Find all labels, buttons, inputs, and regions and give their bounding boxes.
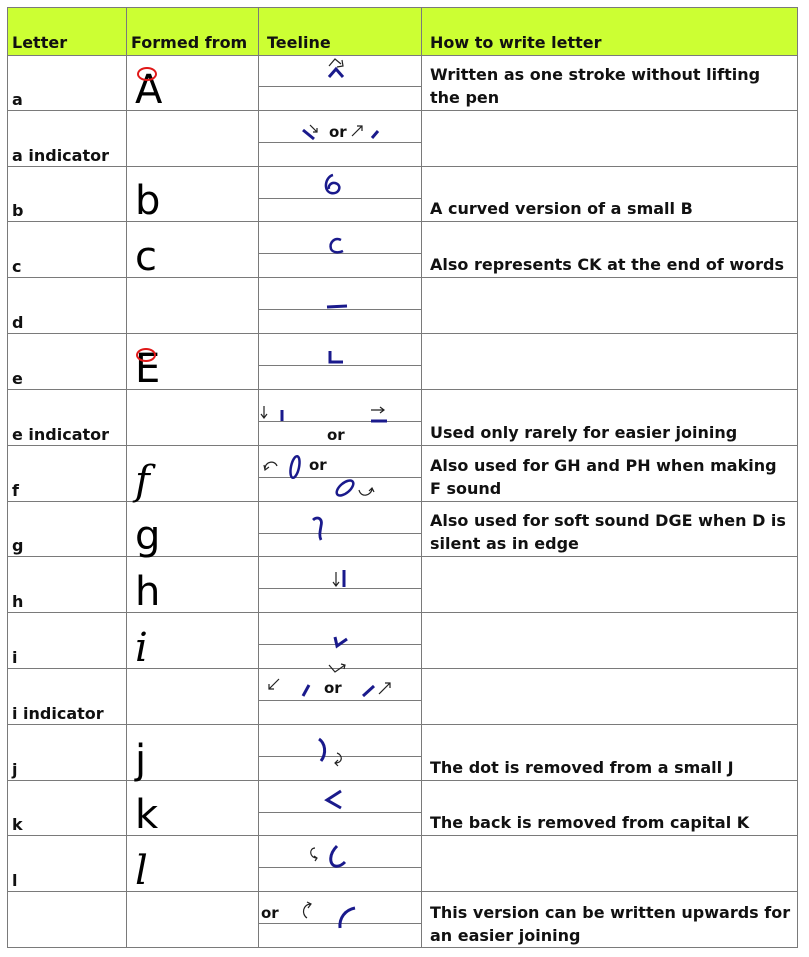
teeline-cell xyxy=(259,725,422,780)
letter-cell xyxy=(8,446,127,501)
teeline-cell xyxy=(259,334,422,389)
teeline-diagonal-down-or-diagonal-up-icon xyxy=(259,111,422,166)
how-to-write-cell xyxy=(422,892,797,948)
letter-label: k xyxy=(12,815,23,835)
letter-label: d xyxy=(12,313,24,333)
letter-cell xyxy=(8,222,127,277)
teeline-less-than-angle-icon xyxy=(259,781,422,836)
letter-label: l xyxy=(12,871,18,891)
letter-label: h xyxy=(12,592,24,612)
formed-from-glyph: b xyxy=(135,178,161,225)
teeline-cell xyxy=(259,222,422,277)
formed-from-cell xyxy=(127,55,259,113)
teeline-cell xyxy=(259,557,422,612)
teeline-curved-l-icon xyxy=(259,836,422,891)
teeline-right-paren-curve-icon xyxy=(259,725,422,780)
how-to-write-cell xyxy=(422,446,797,501)
how-to-write-cell xyxy=(422,669,797,724)
column-divider xyxy=(126,8,127,947)
svg-text:or: or xyxy=(329,122,347,141)
formed-from-cell xyxy=(127,167,259,225)
letter-cell xyxy=(8,111,127,166)
letter-label: f xyxy=(12,480,19,500)
letter-cell xyxy=(8,613,127,668)
how-to-write-cell xyxy=(422,836,797,891)
how-to-write-cell xyxy=(422,725,797,780)
how-to-write-text: The back is removed from capital K xyxy=(430,813,750,833)
teeline-l-corner-icon xyxy=(259,334,422,389)
letter-label: b xyxy=(12,201,24,221)
how-to-write-text: Also used for soft sound DGE when D is silent as in edge xyxy=(430,511,786,554)
teeline-cell xyxy=(259,167,422,222)
letter-cell xyxy=(8,557,127,612)
teeline-v-check-icon xyxy=(259,613,422,668)
teeline-vertical-stroke-down-icon xyxy=(259,557,422,612)
how-to-write-text: This version can be written upwards for an easier joining xyxy=(430,903,791,945)
formed-from-cell xyxy=(127,334,259,392)
teeline-cell xyxy=(259,669,422,724)
how-to-write-cell xyxy=(422,334,797,389)
formed-from-cell xyxy=(127,781,259,839)
letter-cell xyxy=(8,390,127,445)
how-to-write-text: The dot is removed from a small J xyxy=(430,757,734,777)
formed-from-glyph: f xyxy=(135,457,150,504)
letter-label: g xyxy=(12,536,24,556)
teeline-vertical-tick-or-horizontal-tick-icon xyxy=(259,390,422,445)
letter-label: j xyxy=(12,759,18,779)
how-to-write-text: Used only rarely for easier joining xyxy=(430,422,738,442)
teeline-cell xyxy=(259,781,422,836)
letter-label: i xyxy=(12,647,18,667)
letter-label: c xyxy=(12,257,22,277)
letter-cell xyxy=(8,278,127,333)
svg-text:or: or xyxy=(327,425,345,444)
formed-from-cell xyxy=(127,557,259,616)
teeline-horizontal-dash-icon xyxy=(259,278,422,333)
letter-cell xyxy=(8,334,127,389)
formed-from-glyph: i xyxy=(135,624,148,671)
how-to-write-cell xyxy=(422,781,797,836)
letter-cell xyxy=(8,725,127,780)
how-to-write-cell xyxy=(422,55,797,110)
letter-cell xyxy=(8,892,127,948)
svg-text:or: or xyxy=(324,678,342,697)
formed-from-glyph: A xyxy=(135,66,163,113)
teeline-hook-curve-icon xyxy=(259,502,422,557)
formed-from-cell xyxy=(127,222,259,281)
formed-from-glyph: l xyxy=(135,848,148,895)
formed-from-cell xyxy=(127,725,259,783)
teeline-small-c-curve-icon xyxy=(259,222,422,277)
letter-cell xyxy=(8,502,127,557)
header-teeline: Teeline xyxy=(267,33,331,52)
letter-cell xyxy=(8,55,127,110)
letter-label: e xyxy=(12,368,23,388)
teeline-cell xyxy=(259,390,422,445)
letter-label: e indicator xyxy=(12,424,110,444)
how-to-write-cell xyxy=(422,613,797,668)
formed-from-cell xyxy=(127,892,259,948)
how-to-write-cell xyxy=(422,390,797,445)
how-to-write-cell xyxy=(422,111,797,166)
how-to-write-text: A curved version of a small B xyxy=(430,199,693,219)
how-to-write-cell xyxy=(422,167,797,222)
formed-from-glyph: h xyxy=(135,569,161,616)
formed-from-cell xyxy=(127,613,259,671)
letter-label: a indicator xyxy=(12,145,109,165)
teeline-curved-b-loop-icon xyxy=(259,167,422,222)
teeline-caret-up-with-arrow-icon xyxy=(259,55,422,110)
teeline-cell xyxy=(259,892,422,948)
teeline-cell xyxy=(259,111,422,166)
how-to-write-text: Also represents CK at the end of words xyxy=(430,255,785,275)
teeline-cell xyxy=(259,502,422,557)
letter-cell xyxy=(8,167,127,222)
formed-from-cell xyxy=(127,502,259,560)
teeline-cell xyxy=(259,55,422,110)
teeline-cell xyxy=(259,836,422,891)
how-to-write-cell xyxy=(422,557,797,612)
formed-from-cell xyxy=(127,669,259,724)
svg-text:or: or xyxy=(261,904,279,923)
red-circle-marker xyxy=(136,348,156,362)
svg-text:or: or xyxy=(309,455,327,474)
formed-from-cell xyxy=(127,390,259,445)
letter-label: i indicator xyxy=(12,703,104,723)
formed-from-glyph: E xyxy=(135,345,161,392)
how-to-write-text: Also used for GH and PH when making F sound xyxy=(430,455,777,498)
how-to-write-text: Written as one stroke without lifting the pen xyxy=(430,64,761,107)
formed-from-glyph: g xyxy=(135,513,161,560)
header-formed-from: Formed from xyxy=(131,33,248,52)
formed-from-glyph: k xyxy=(135,792,159,839)
formed-from-cell xyxy=(127,111,259,166)
teeline-upward-arc-icon xyxy=(259,892,422,947)
letter-cell xyxy=(8,836,127,891)
teeline-alphabet-table xyxy=(7,7,798,948)
teeline-cell xyxy=(259,446,422,501)
formed-from-glyph: c xyxy=(135,234,157,281)
formed-from-glyph: j xyxy=(135,736,147,783)
header-how-to-write: How to write letter xyxy=(430,33,602,52)
how-to-write-cell xyxy=(422,502,797,557)
red-circle-marker xyxy=(137,67,157,81)
teeline-cell xyxy=(259,278,422,333)
header-letter: Letter xyxy=(12,33,68,52)
formed-from-cell xyxy=(127,278,259,333)
formed-from-cell xyxy=(127,836,259,895)
teeline-slash-down-or-slash-up-icon xyxy=(259,669,422,724)
teeline-cell xyxy=(259,613,422,668)
how-to-write-cell xyxy=(422,278,797,333)
column-divider xyxy=(258,8,259,947)
how-to-write-cell xyxy=(422,222,797,277)
letter-cell xyxy=(8,781,127,836)
formed-from-cell xyxy=(127,446,259,504)
letter-cell xyxy=(8,669,127,724)
column-divider xyxy=(421,8,422,947)
teeline-oval-loop-or-tilted-oval-icon xyxy=(259,446,422,501)
letter-label: a xyxy=(12,89,23,109)
